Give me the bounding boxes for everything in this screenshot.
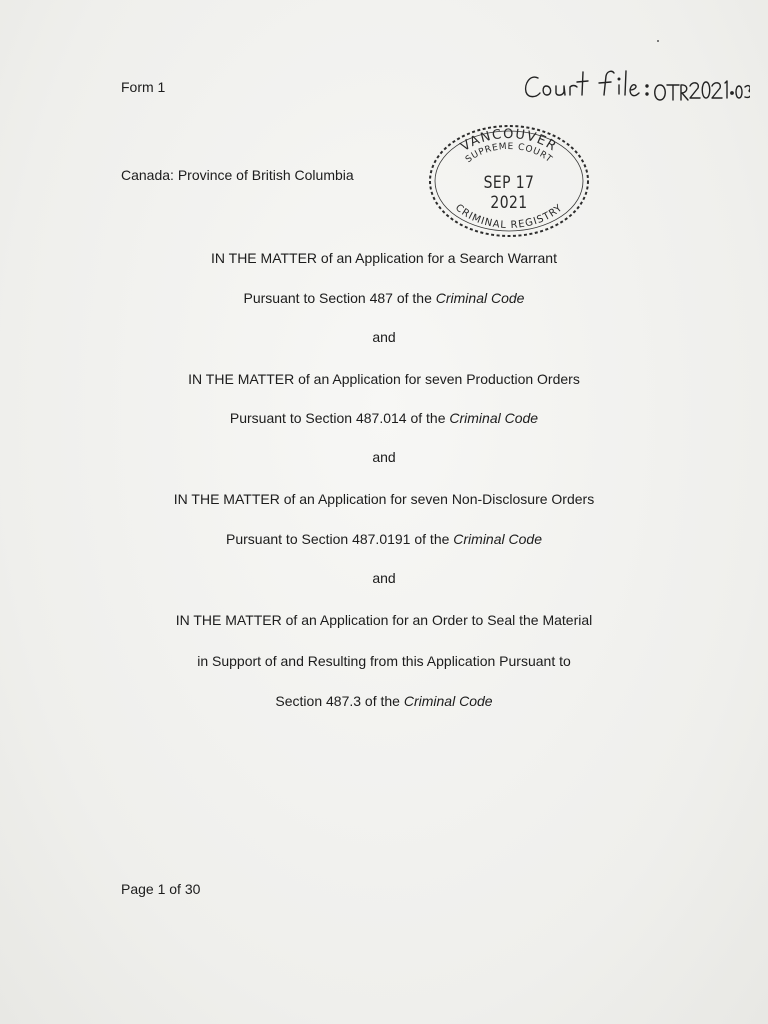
section-487-3-text: Section 487.3 of the bbox=[275, 693, 404, 709]
section-487-0191-text: Pursuant to Section 487.0191 of the bbox=[226, 531, 454, 547]
jurisdiction-line: Canada: Province of British Columbia bbox=[121, 167, 354, 183]
and-connector: and bbox=[372, 329, 396, 345]
section-487-014-line bbox=[0, 410, 768, 426]
matter-production-orders: IN THE MATTER of an Application for seven Production Orders bbox=[188, 371, 580, 387]
page-number: Page 1 of 30 bbox=[121, 881, 201, 897]
stamp-court: SUPREME COURT bbox=[463, 141, 555, 166]
section-487-text: Pursuant to Section 487 of the bbox=[243, 290, 436, 306]
criminal-code-ref: Criminal Code bbox=[403, 693, 493, 709]
handwritten-court-file-number bbox=[520, 62, 750, 112]
form-label: Form 1 bbox=[121, 79, 166, 95]
matter-sealing-order: IN THE MATTER of an Application for an Order to Seal the Material bbox=[175, 612, 593, 628]
matter-search-warrant: IN THE MATTER of an Application for a Search Warrant bbox=[211, 250, 557, 266]
section-487-014-text: Pursuant to Section 487.014 of the bbox=[229, 410, 450, 426]
section-487-3-line bbox=[0, 693, 768, 709]
criminal-code-ref: Criminal Code bbox=[453, 531, 542, 547]
matter-non-disclosure-orders: IN THE MATTER of an Application for seven Non-Disclosure Orders bbox=[173, 491, 595, 507]
criminal-code-ref: Criminal Code bbox=[435, 290, 525, 306]
support-resulting-line: in Support of and Resulting from this Application Pursuant to bbox=[197, 653, 571, 669]
and-connector: and bbox=[372, 449, 396, 465]
stamp-date: SEP 17 2021 bbox=[483, 173, 535, 213]
and-connector: and bbox=[372, 570, 396, 586]
section-487-line bbox=[0, 290, 768, 306]
stamp-city: VANCOUVER bbox=[458, 126, 560, 155]
section-487-0191-line bbox=[0, 531, 768, 547]
criminal-code-ref: Criminal Code bbox=[449, 410, 539, 426]
speck bbox=[657, 40, 659, 42]
stamp-registry: CRIMINAL REGISTRY bbox=[452, 202, 566, 232]
